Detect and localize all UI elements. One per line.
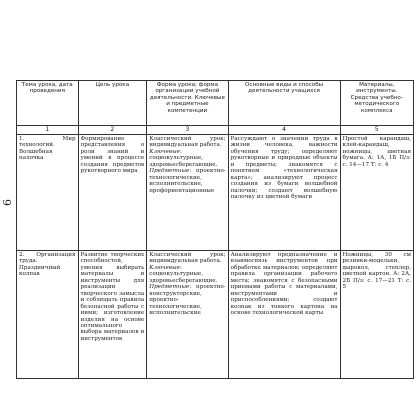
header-topic: Тема урока, дата проведения (17, 81, 79, 126)
header-materials: Материалы, инструменты. Средства учебно-методического комплекса (340, 81, 413, 126)
lesson-topic: 1. Мир технологий. Волшебная палочка (17, 135, 79, 251)
subject-text: : проектно-конструкторские, проектно-технологические, исполнительские (149, 284, 226, 317)
subject-competences (149, 284, 225, 316)
key-text: : социокультурные, здоровьесберегающие. (149, 148, 218, 168)
subject-label: Предметные (149, 284, 190, 291)
lesson-form (147, 135, 228, 251)
table-row (17, 135, 414, 251)
header-goal: Цель урока (78, 81, 147, 126)
lesson-goal: Формирование представления о роли знаний и умений в процессе создания предметов рукотворного мира (78, 135, 147, 251)
lesson-materials: Простой карандаш, клей-карандаш, ножницы, цветная бумага. А: 1А, 1Б П/з: с. 14—17 Т: с. 4 (340, 135, 413, 251)
lesson-activity: Анализируют предназначение и взаимосвязь инструментов при обработке материалов; определяют правила организации рабочего места; знакомятся с безопасными приемами работы с материалами, инструментами и приспособлениями; создают колпак из тонкого картона на основе технологической карты (228, 251, 340, 379)
lesson-goal: Развитие творческих способностей, умения выбирать материалы и инструменты для реализации творческого замысла и соблюдать правила безопасной работы с ними; изготовление изделия на основе оптимального выбора материалов и инструментов (78, 251, 147, 379)
key-label: Ключевые (149, 148, 180, 155)
lesson-activity: Рассуждают о значении труда в жизни человека, важности обучения труду; определяют рукотворные и природные объекты и предметы; знакомятся с понятием «технологическая карта»; анализируют процесс создания из бумаги волшебной палочки; создают волшебную палочку из цветной бумаги (228, 135, 340, 251)
key-competences (149, 265, 225, 284)
key-label: Ключевые (149, 264, 180, 271)
column-number: 4 (228, 126, 340, 135)
lesson-form (147, 251, 228, 379)
form-text: Классический урок; индивидуальная работа. (149, 136, 226, 149)
column-number: 2 (78, 126, 147, 135)
header-activity: Основные виды и способы деятельности учащихся (228, 81, 340, 126)
lesson-materials: Ножницы, 30 см резинки-модельки, дырокол, степлер, цветной картон. А: 2А, 2Б П/з: с. 17—21 Т: с. 5 (340, 251, 413, 379)
subject-label: Предметные (149, 168, 190, 175)
column-number-row (17, 126, 414, 135)
key-competences (149, 149, 225, 168)
header-row (17, 81, 414, 126)
subject-text: : проектно-технологические, исполнительские, профориентационные (149, 168, 226, 194)
lesson-plan-table (16, 80, 414, 379)
header-form: Форма урока; форма организации учебной деятельности. Ключевые и предметные компетенции (147, 81, 228, 126)
key-text: : социокультурные, здоровьесберегающие. (149, 264, 218, 284)
lesson-topic: 2. Организация труда. Праздничный колпак (17, 251, 79, 379)
page-number: 6 (1, 199, 14, 206)
column-number: 1 (17, 126, 79, 135)
form-text: Классический урок; индивидуальная работа. (149, 252, 226, 265)
table-row (17, 251, 414, 379)
column-number: 3 (147, 126, 228, 135)
column-number: 5 (340, 126, 413, 135)
subject-competences (149, 168, 225, 194)
